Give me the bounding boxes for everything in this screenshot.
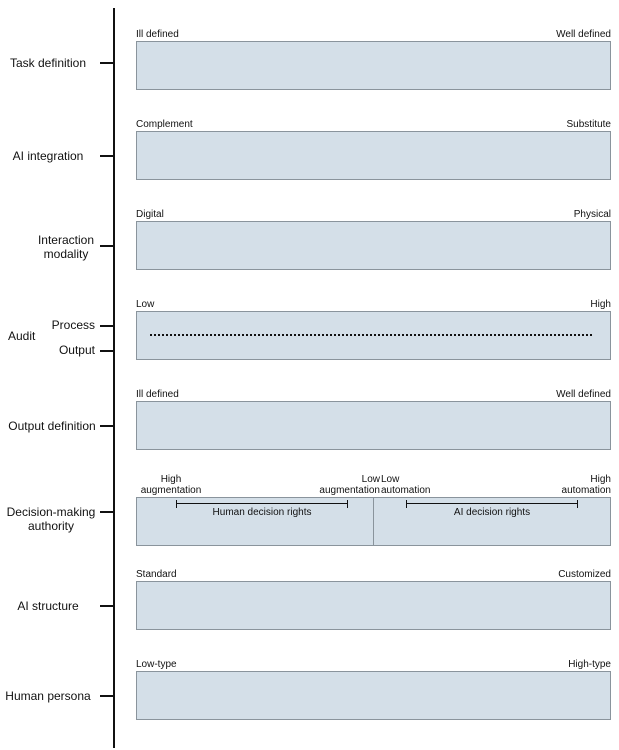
bar-human-persona	[136, 671, 611, 720]
left-end-label: Standard	[136, 569, 177, 580]
bar-ai-integration	[136, 131, 611, 180]
audit-dotted-line	[150, 334, 592, 336]
left-end-label: Ill defined	[136, 29, 179, 40]
tick-ai-structure	[100, 605, 114, 607]
right-end-label: Well defined	[556, 389, 611, 400]
row-label-text: Decision-making authority	[6, 505, 96, 533]
row-label-audit: Audit	[8, 329, 36, 343]
ai-low-automation-label: Low automation	[381, 474, 431, 496]
ai-high-automation-label: High automation	[561, 474, 611, 496]
bar-output-definition	[136, 401, 611, 450]
row-label-ai-structure: AI structure	[17, 599, 79, 613]
tick-human-persona	[100, 695, 114, 697]
ai-decision-rights-label: AI decision rights	[453, 507, 531, 518]
left-end-label: Low-type	[136, 659, 177, 670]
tick-decision-making-authority	[100, 511, 114, 513]
audit-sub-label-output: Output	[58, 343, 95, 357]
tick-audit-process	[100, 325, 114, 327]
row-label-output-definition: Output definition	[8, 419, 96, 433]
human-high-augmentation-label: High augmentation	[140, 474, 202, 496]
row-label-ai-integration: AI integration	[12, 149, 84, 163]
bar-task-definition	[136, 41, 611, 90]
right-end-label: Customized	[558, 569, 611, 580]
right-end-label: Physical	[573, 209, 611, 220]
ai-decision-rights-bracket	[406, 503, 578, 504]
right-end-label: Well defined	[556, 29, 611, 40]
human-low-augmentation-label: Low augmentation	[319, 474, 380, 496]
bar-ai-structure	[136, 581, 611, 630]
row-label-interaction-modality	[18, 233, 114, 261]
tick-task-definition	[100, 62, 114, 64]
row-label-text: Interaction modality	[37, 233, 95, 261]
right-end-label: High-type	[568, 659, 611, 670]
left-end-label: Complement	[136, 119, 193, 130]
tick-ai-integration	[100, 155, 114, 157]
row-label-decision-making-authority	[2, 505, 100, 533]
right-end-label: Substitute	[566, 119, 611, 130]
right-end-label: High	[590, 299, 611, 310]
tick-output-definition	[100, 425, 114, 427]
row-label-human-persona: Human persona	[5, 689, 91, 703]
left-end-label: Ill defined	[136, 389, 179, 400]
decision-bar-divider	[373, 497, 374, 546]
vertical-axis-line	[113, 8, 115, 748]
human-decision-rights-bracket	[176, 503, 348, 504]
human-decision-rights-label: Human decision rights	[212, 507, 312, 518]
left-end-label: Low	[136, 299, 155, 310]
audit-sub-label-process: Process	[51, 318, 95, 332]
left-end-label: Digital	[136, 209, 164, 220]
bar-interaction-modality	[136, 221, 611, 270]
tick-audit-output	[100, 350, 114, 352]
row-label-task-definition: Task definition	[9, 56, 87, 70]
tick-interaction-modality	[100, 245, 114, 247]
